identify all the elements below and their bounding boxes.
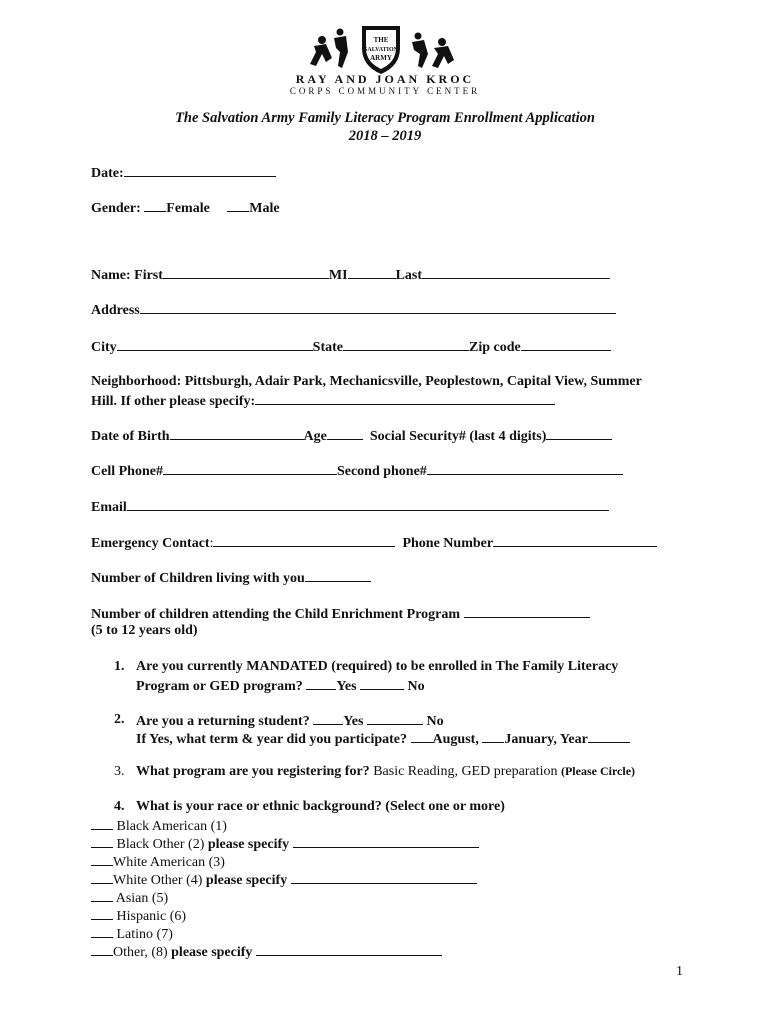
form-year: 2018 – 2019 — [348, 128, 422, 144]
children-age-note: (5 to 12 years old) — [91, 623, 198, 638]
age-label: Age — [303, 429, 327, 444]
race-option-label: Asian (5) — [115, 891, 169, 906]
race-option — [91, 943, 442, 961]
race-option-label: Latino (7) — [116, 927, 173, 942]
race-option-blank[interactable] — [91, 925, 113, 938]
zip-field[interactable] — [521, 338, 611, 351]
children-living-label: Number of Children living with you — [91, 571, 305, 586]
q1-text: Are you currently MANDATED (required) to be enrolled in The Family Literacy — [136, 659, 619, 674]
city-field[interactable] — [117, 338, 313, 351]
dob-row — [91, 427, 612, 445]
q2-yes-blank[interactable] — [313, 712, 343, 725]
city-row — [91, 338, 611, 356]
q3-row — [136, 764, 635, 780]
neighborhood-other-field[interactable] — [255, 392, 555, 405]
children-attending-label: Number of children attending the Child Enrichment Program — [91, 607, 461, 622]
ssn-label: Social Security# (last 4 digits) — [369, 429, 547, 444]
race-option-label: Hispanic (6) — [116, 909, 187, 924]
emergency-contact-field[interactable] — [213, 534, 395, 547]
q2-yes-label: Yes — [343, 714, 364, 729]
phone-row — [91, 462, 623, 480]
address-label: Address — [91, 303, 140, 318]
city-label: City — [91, 340, 117, 355]
race-option-blank[interactable] — [91, 853, 113, 866]
mi-label: MI — [328, 268, 348, 283]
state-field[interactable] — [343, 338, 469, 351]
race-option — [91, 907, 186, 925]
org-name: RAY AND JOAN KROC — [295, 72, 475, 86]
q3-text: What program are you registering for? — [136, 764, 370, 779]
q1-number: 1. — [114, 659, 125, 674]
q2-row — [136, 712, 444, 730]
last-name-field[interactable] — [422, 266, 610, 279]
name-row — [91, 266, 610, 284]
race-option-blank[interactable] — [91, 907, 113, 920]
race-option — [91, 871, 477, 889]
children-living-field[interactable] — [305, 569, 371, 582]
august-blank[interactable] — [411, 730, 433, 743]
address-field[interactable] — [140, 301, 616, 314]
q3-options[interactable]: Basic Reading, GED preparation — [373, 764, 558, 779]
second-phone-label: Second phone# — [336, 464, 427, 479]
first-name-label: Name: First — [91, 268, 163, 283]
mi-field[interactable] — [348, 266, 396, 279]
neighborhood-label: Neighborhood: Pittsburgh, Adair Park, Mechanicsville, Peoplestown, Capital View, Summer — [91, 374, 642, 389]
race-option-label: White American (3) — [113, 855, 225, 870]
second-phone-field[interactable] — [427, 462, 623, 475]
q4-text: What is your race or ethnic background? (Select one or more) — [136, 799, 505, 814]
race-option-specify-label: please specify — [205, 873, 288, 888]
q2-no-blank[interactable] — [367, 712, 423, 725]
email-label: Email — [91, 500, 127, 515]
q1-yes-label: Yes — [336, 679, 357, 694]
emergency-colon: : — [209, 536, 214, 551]
q2-term-text: If Yes, what term & year did you participate? — [136, 732, 408, 747]
q4-number: 4. — [114, 799, 125, 814]
first-name-field[interactable] — [163, 266, 329, 279]
date-row — [91, 164, 276, 182]
q1-no-blank[interactable] — [360, 677, 404, 690]
race-option-specify-label: please specify — [171, 945, 253, 960]
female-label: Female — [166, 201, 210, 216]
q1-answer-row — [136, 677, 425, 695]
emergency-phone-field[interactable] — [493, 534, 657, 547]
race-option-blank[interactable] — [91, 835, 113, 848]
q2-number: 2. — [114, 712, 125, 727]
race-option — [91, 835, 479, 853]
logo — [300, 18, 470, 78]
ssn-field[interactable] — [546, 427, 612, 440]
address-row — [91, 301, 616, 319]
email-field[interactable] — [127, 498, 609, 511]
gender-label: Gender: — [91, 201, 141, 216]
svg-text:THE: THE — [373, 36, 389, 44]
last-name-label: Last — [395, 268, 423, 283]
race-option-label: Black Other (2) — [116, 837, 205, 852]
svg-text:SALVATION: SALVATION — [364, 47, 398, 53]
q1-no-label: No — [407, 679, 425, 694]
race-option — [91, 925, 173, 943]
q3-circle-note: (Please Circle) — [560, 764, 636, 778]
state-label: State — [312, 340, 343, 355]
neighborhood-other-row — [91, 392, 555, 410]
phone-number-label: Phone Number — [402, 536, 494, 551]
date-label: Date: — [91, 166, 124, 181]
cell-phone-label: Cell Phone# — [91, 464, 163, 479]
children-attending-row — [91, 605, 590, 623]
age-field[interactable] — [327, 427, 363, 440]
email-row — [91, 498, 609, 516]
cell-phone-field[interactable] — [163, 462, 337, 475]
race-option — [91, 853, 225, 871]
race-option — [91, 817, 227, 835]
year-field[interactable] — [588, 730, 630, 743]
august-label: August, — [432, 732, 479, 747]
race-option-specify-field[interactable] — [291, 871, 477, 884]
male-blank[interactable] — [227, 199, 249, 212]
emergency-row — [91, 534, 657, 552]
race-option-blank[interactable] — [91, 889, 113, 902]
q3-number: 3. — [114, 764, 125, 779]
form-title: The Salvation Army Family Literacy Program Enrollment Application — [175, 110, 595, 126]
salvation-army-logo — [300, 18, 470, 78]
race-option-label: White Other (4) — [113, 873, 203, 888]
q1-yes-blank[interactable] — [306, 677, 336, 690]
date-field[interactable] — [124, 164, 276, 177]
male-label: Male — [249, 201, 280, 216]
race-option-specify-field[interactable] — [293, 835, 479, 848]
page-number: 1 — [676, 964, 683, 979]
q1-text-2: Program or GED program? — [136, 679, 303, 694]
svg-text:ARMY: ARMY — [370, 54, 392, 62]
race-option-blank[interactable] — [91, 943, 113, 956]
january-label: January, Year — [504, 732, 588, 747]
race-option — [91, 889, 168, 907]
org-subname: CORPS COMMUNITY CENTER — [289, 86, 481, 96]
race-option-blank[interactable] — [91, 871, 113, 884]
female-blank[interactable] — [144, 199, 166, 212]
dob-label: Date of Birth — [91, 429, 170, 444]
race-option-blank[interactable] — [91, 817, 113, 830]
dob-field[interactable] — [170, 427, 304, 440]
race-option-label: Black American (1) — [116, 819, 227, 834]
neighborhood-other-label: Hill. If other please specify: — [91, 394, 256, 409]
q2-term-row — [136, 730, 630, 748]
q2-text: Are you a returning student? — [136, 714, 310, 729]
children-living-row — [91, 569, 371, 587]
race-option-specify-label: please specify — [207, 837, 290, 852]
race-option-label: Other, (8) — [113, 945, 168, 960]
children-attending-field[interactable] — [464, 605, 590, 618]
gender-row — [91, 199, 280, 217]
january-blank[interactable] — [482, 730, 504, 743]
race-option-specify-field[interactable] — [256, 943, 442, 956]
emergency-contact-label: Emergency Contact — [91, 536, 210, 551]
zip-label: Zip code — [469, 340, 521, 355]
q2-no-label: No — [426, 714, 444, 729]
